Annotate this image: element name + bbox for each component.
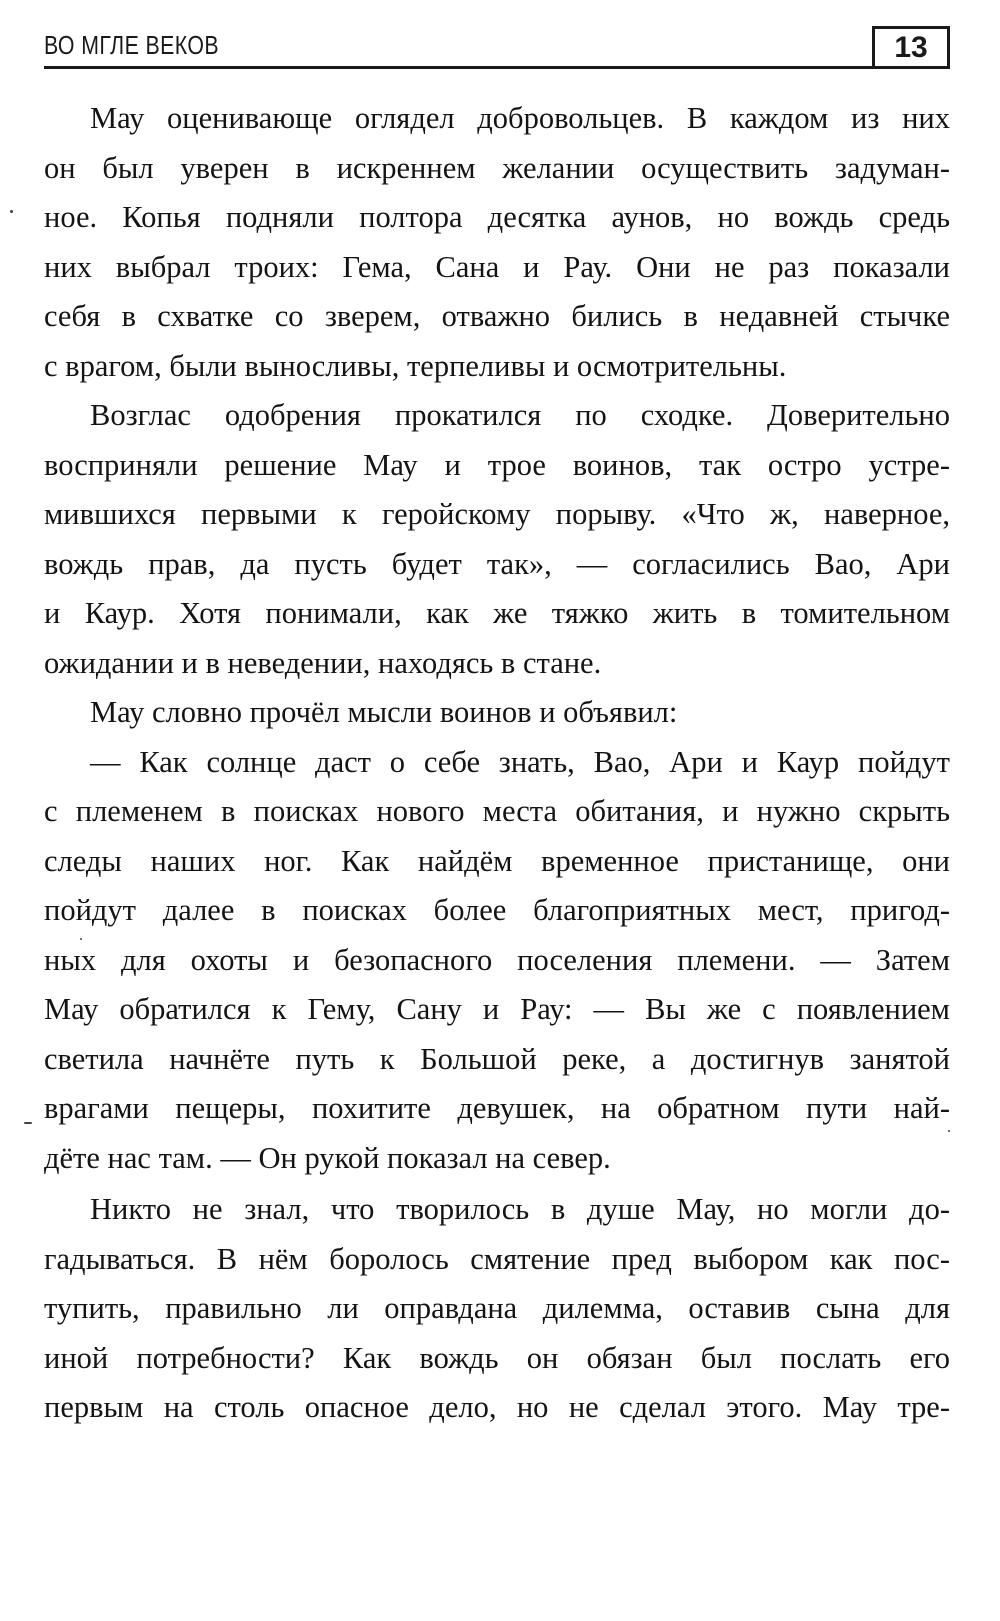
text-line: Возглас одобрения прокатился по сходке. Доверительно	[90, 398, 950, 432]
text-line: тупить, правильно ли оправдана дилемма, оставив сына для	[44, 1291, 950, 1325]
text-line: — Как солнце даст о себе знать, Вао, Ари и Каур пойдут	[90, 745, 950, 779]
scan-speck	[24, 1122, 32, 1124]
text-line: и Каур. Хотя понимали, как же тяжко жить в томительном	[44, 596, 950, 630]
text-line: ных для охоты и безопасного поселения племени. — Затем	[44, 943, 950, 977]
text-line: Мау словно прочёл мысли воинов и объявил:	[90, 695, 678, 729]
page-number: 13	[872, 26, 950, 66]
text-line: мившихся первыми к геройскому порыву. «Что ж, наверное,	[44, 497, 950, 531]
text-line: дёте нас там. — Он рукой показал на север.	[44, 1141, 611, 1175]
text-line: гадываться. В нём боролось смятение пред выбором как пос-	[44, 1242, 950, 1276]
text-line: ное. Копья подняли полтора десятка аунов, но вождь средь	[44, 200, 950, 234]
scan-speck	[948, 1130, 950, 1132]
text-line: с врагом, были выносливы, терпеливы и осмотрительны.	[44, 349, 787, 383]
text-line: следы наших ног. Как найдём временное пристанище, они	[44, 844, 950, 878]
text-line: пойдут далее в поисках более благоприятных мест, пригод-	[44, 893, 950, 927]
text-line: с племенем в поисках нового места обитания, и нужно скрыть	[44, 794, 950, 828]
text-line: врагами пещеры, похитите девушек, на обратном пути най-	[44, 1091, 950, 1125]
text-line: себя в схватке со зверем, отважно бились в недавней стычке	[44, 299, 950, 333]
text-line: он был уверен в искреннем желании осуществить задуман-	[44, 151, 950, 185]
text-line: иной потребности? Как вождь он обязан был послать его	[44, 1341, 950, 1375]
text-line: Мау оценивающе оглядел добровольцев. В каждом из них	[90, 101, 950, 135]
header-rule	[44, 66, 950, 69]
text-line: светила начнёте путь к Большой реке, а достигнув занятой	[44, 1042, 950, 1076]
text-line: первым на столь опасное дело, но не сделал этого. Мау тре-	[44, 1390, 950, 1424]
text-line: вождь прав, да пусть будет так», — согласились Вао, Ари	[44, 547, 950, 581]
running-head: ВО МГЛЕ ВЕКОВ	[44, 30, 220, 60]
scan-speck	[80, 938, 82, 940]
scan-speck	[10, 210, 13, 213]
text-line: них выбрал троих: Гема, Сана и Рау. Они не раз показали	[44, 250, 950, 284]
text-line: Никто не знал, что творилось в душе Мау, но могли до-	[90, 1192, 950, 1226]
text-line: восприняли решение Мау и трое воинов, так остро устре-	[44, 448, 950, 482]
text-line: ожидании и в неведении, находясь в стане.	[44, 646, 602, 680]
text-line: Мау обратился к Гему, Сану и Рау: — Вы же с появлением	[44, 992, 950, 1026]
